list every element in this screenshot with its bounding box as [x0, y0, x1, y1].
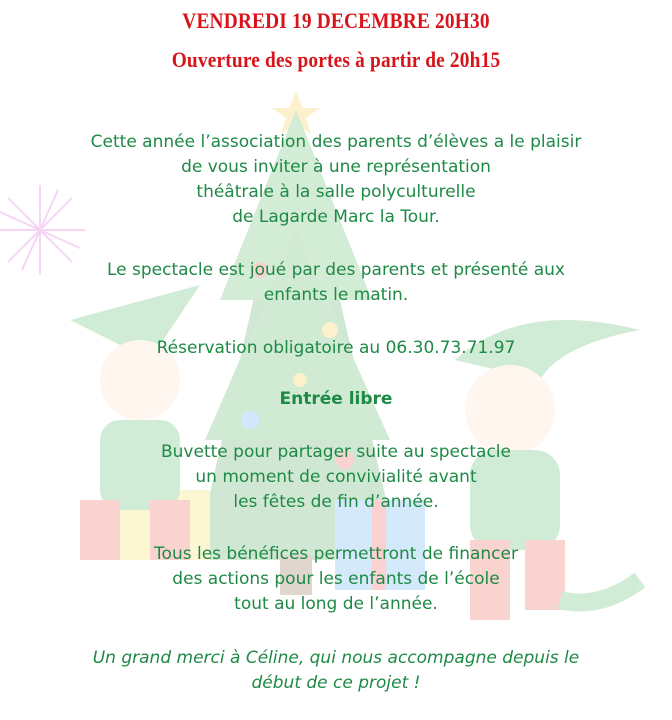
text-line: de vous inviter à une représentation: [181, 157, 491, 177]
event-date-heading: VENDREDI 19 DECEMBRE 20H30: [182, 8, 490, 33]
invitation-paragraph: [0, 130, 672, 230]
performance-paragraph: [0, 258, 672, 308]
thanks-paragraph: [0, 646, 672, 696]
text-line: tout au long de l’année.: [234, 594, 438, 614]
free-entry-paragraph: [0, 387, 672, 412]
text-line: Cette année l’association des parents d’élèves a le plaisir: [90, 132, 582, 152]
text-line: un moment de convivialité avant: [195, 467, 477, 487]
reservation-line: Réservation obligatoire au 06.30.73.71.97: [156, 338, 516, 358]
doors-open-heading: Ouverture des portes à partir de 20h15: [171, 47, 501, 72]
text-line: Tous les bénéfices permettront de financer: [154, 544, 518, 564]
text-line: des actions pour les enfants de l’école: [172, 569, 500, 589]
text-line: les fêtes de fin d’année.: [233, 492, 439, 512]
text-line: Buvette pour partager suite au spectacle: [161, 442, 511, 462]
free-entry-line: Entrée libre: [279, 389, 393, 409]
text-line: théâtrale à la salle polyculturelle: [196, 182, 476, 202]
bar-paragraph: [0, 440, 672, 515]
profits-paragraph: [0, 542, 672, 617]
reservation-paragraph: [0, 336, 672, 361]
text-line: début de ce projet !: [251, 673, 421, 693]
text-line: Un grand merci à Céline, qui nous accompagne depuis le: [92, 648, 580, 668]
text-line: Le spectacle est joué par des parents et présenté aux: [106, 260, 565, 280]
text-line: de Lagarde Marc la Tour.: [232, 207, 440, 227]
text-line: enfants le matin.: [263, 285, 409, 305]
